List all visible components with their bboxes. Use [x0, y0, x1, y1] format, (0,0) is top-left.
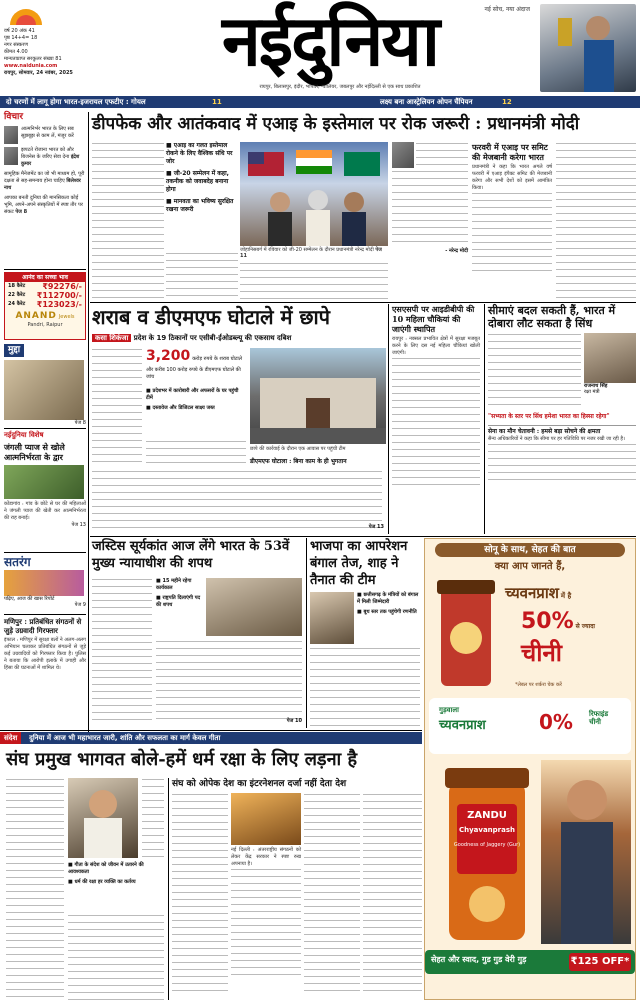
- ad-hai: में है: [560, 591, 572, 600]
- brand-city: Pandri, Raipur: [27, 322, 63, 329]
- interpol-paragraph: [172, 793, 228, 993]
- brand-sub: Jewels: [58, 314, 75, 320]
- satrang-sub: पढ़िए, आज की खास रिपोर्ट: [4, 596, 55, 602]
- duniya-bullet: ■ गीता के संदेश को जीवन में उतारने की आवश्यकता: [68, 862, 144, 875]
- farwari-box: [392, 142, 468, 300]
- topbar-left[interactable]: दो चरणों में लागू होगा भारत-इजरायल एफटीए : गोयल: [6, 98, 146, 106]
- author-photo: [4, 147, 18, 165]
- ad-gud-label: गुड़वाला: [439, 705, 459, 714]
- lead-photo: [240, 142, 388, 246]
- naxal-box: [388, 304, 480, 534]
- naxal-headline[interactable]: एसएसपी पर आइडीबीपी की 10 महिला चौकियां की जाएंगी स्थापित: [392, 304, 475, 334]
- interpol-headline[interactable]: संघ को ओपेक देश का इंटरनेशनल दर्जा नहीं देता देश: [172, 779, 347, 789]
- sharab-photo-caption: छापे की कार्रवाई के दौरान एक आवास पर पहुंची टीम: [250, 446, 346, 452]
- gold-label: आनंद का सच्चा भाव: [5, 273, 85, 282]
- justice-paragraph: [156, 640, 302, 724]
- masthead: [0, 0, 640, 96]
- ad-zandu-jar: [439, 764, 535, 944]
- sharab-bullets: [146, 388, 246, 438]
- justice-headline[interactable]: जस्टिस सूर्यकांत आज लेंगे भारत के 53वें मुख्य न्यायाधीश की शपथ: [92, 539, 290, 571]
- author-photo: [4, 126, 18, 144]
- sindh-name: राजनाथ सिंह: [584, 383, 608, 389]
- gold-row: [5, 282, 85, 291]
- lead-bullet: ■ जी-20 सम्मेलन में कहा, तकनीक को जवाबदेह बनाना होगा: [166, 170, 229, 193]
- satrang-page: पेज 9: [74, 602, 86, 609]
- tagline: नई सोच, नया अंदाज: [484, 6, 530, 13]
- vishesh-box: [4, 428, 86, 548]
- ad-tagline: [425, 950, 635, 974]
- sharab-subhead: [92, 332, 382, 344]
- interpol-paragraph: [363, 793, 422, 993]
- ad-jar-image: [433, 578, 499, 688]
- shah-photo: [310, 592, 354, 644]
- vichar-item: [4, 195, 86, 216]
- sindh-quote: "सभ्यता के स्तर पर सिंध हमेशा भारत का हिस्सा रहेगा": [488, 413, 610, 420]
- gold-row: [5, 300, 85, 309]
- vichar-text: झपटते रोजाना भारत को और बिजनेस के जरिए सेवा देना: [21, 147, 74, 161]
- gold-price: ₹92276/-: [42, 282, 82, 291]
- gold-rate-ad[interactable]: [4, 272, 86, 340]
- vichar-label: विचार: [4, 112, 24, 122]
- ad-jyada: से ज्यादा: [575, 622, 595, 630]
- meta-line: वर्ष 20 अंक 41: [4, 28, 35, 34]
- vishesh-headline[interactable]: जंगली प्याज से खोले आत्मनिर्भरता के द्वार: [4, 441, 65, 462]
- vichar-text: आपका बनती दुनिया की मानसिकता कोई भूमि, अपने-अपने संस्कृतियों में स्पष्ट तौर पर संकट: [4, 195, 83, 216]
- vichar-credit: पेज 8: [15, 209, 28, 216]
- sindh-headline[interactable]: सीमाएं बदल सकती हैं, भारत में दोबारा लौट सकता है सिंध: [488, 304, 616, 330]
- justice-paragraph: [92, 578, 152, 726]
- sindh-paragraph: [488, 443, 636, 483]
- horizontal-rule: [0, 730, 422, 731]
- ad-refined: [589, 710, 635, 728]
- gold-karat: 22 कैरेट: [8, 292, 26, 298]
- bhagwat-photo: [68, 778, 138, 858]
- lead-bullets: [166, 142, 238, 250]
- horizontal-rule: [90, 536, 636, 537]
- topbar-left-page: 11: [212, 98, 222, 106]
- ad-title: सोनू के साथ, सेहत की बात: [435, 543, 625, 557]
- amount-text: करोड़ रुपये के शराब घोटाले और करीब 100 करोड़ रुपये के डीएमएफ घोटाले की जांच: [146, 356, 243, 380]
- mudda-page: पेज 8: [74, 420, 86, 427]
- sindh-paragraph: [488, 333, 581, 411]
- vichar-box: [4, 112, 86, 270]
- ad-question: क्या आप जानते हैं,: [494, 561, 566, 572]
- lead-headline[interactable]: डीपफेक और आतंकवाद में एआइ के इस्तेमाल पर रोक जरूरी : प्रधानमंत्री मोदी: [92, 114, 580, 134]
- farwari-headline[interactable]: फरवरी में एआइ पर समिट की मेजबानी करेगा भारत: [472, 142, 548, 162]
- farwari-body: प्रधानमंत्री ने कहा कि भारत अगले वर्ष फरवरी में एआइ इंपैक्ट समिट की मेजबानी करेगा और सभी देशों को इसमें आमंत्रित किया।: [472, 164, 552, 191]
- editions-line: रायपुर, बिलासपुर, इंदौर, भोपाल, ग्वालियर, जबलपुर और नईदिल्ली से एक साथ प्रकाशित: [259, 84, 421, 90]
- sindh-box: [484, 304, 636, 534]
- modi-photo: [392, 142, 414, 168]
- vishesh-photo: [4, 465, 84, 499]
- justice-page: पेज 10: [286, 718, 302, 724]
- lead-bullet: ■ मानवता का भविष्य सुरक्षित रखना जरूरी: [166, 198, 234, 213]
- ad-pct: [521, 608, 631, 636]
- gold-price: ₹123023/-: [36, 300, 82, 309]
- vishesh-label: नईदुनिया विशेष: [4, 431, 44, 439]
- gold-karat: 24 कैरेट: [8, 301, 26, 307]
- sharab-bullet: ■ प्रदेशभर में कारोबारी और अफसरों के घर पहुंची टीमें: [146, 388, 239, 401]
- topbar: [0, 96, 640, 108]
- column-divider: [88, 112, 89, 732]
- interpol-paragraph: [231, 868, 301, 978]
- vichar-credit: इंद्रेश कुमार: [21, 154, 80, 168]
- ad-jaggery: Goodness of Jaggery (Gur): [453, 841, 521, 848]
- vichar-item: [4, 171, 86, 192]
- ad-gud-brand: च्यवनप्राश: [439, 717, 486, 733]
- naxal-paragraph: [392, 357, 480, 487]
- bjp-paragraph: [310, 647, 420, 737]
- manipur-body: इंफाल : मणिपुर में सुरक्षा बलों ने अलग-अलग अभियान चलाकर प्रतिबंधित संगठनों से जुड़े कई उग्रवादियों को गिरफ्तार किया है। पुलिस ने बताया कि आरोपी इलाके में उगाही और हिंसा की घटनाओं में शामिल थे।: [4, 637, 86, 671]
- mudda-photo: [4, 360, 84, 420]
- farwari-story: [472, 142, 636, 300]
- justice-bullet: ■ राष्ट्रपति दिलाएंगी पद की शपथ: [156, 595, 201, 608]
- right-paragraph: [556, 142, 636, 298]
- satrang-photo: [4, 570, 84, 596]
- sharab-bullet: ■ दस्तावेज और डिजिटल साक्ष्य जब्त: [146, 405, 215, 411]
- gold-brand: [5, 311, 85, 329]
- sharab-sub: प्रदेश के 19 ठिकानों पर एसीबी-ईओडब्ल्यू की एकसाथ दबिश: [133, 334, 292, 342]
- naxal-body: रायपुर : नक्सल प्रभावित क्षेत्रों में सुरक्षा मजबूत करने के लिए दस नई महिला चौकियां खोली जाएंगी।: [392, 336, 480, 356]
- ad-refined-1: रिफाइंड: [589, 709, 609, 718]
- duniya-paragraph: [142, 778, 164, 858]
- ad-price[interactable]: ₹125 OFF*: [569, 953, 631, 971]
- sandesh-bar: [0, 732, 422, 744]
- interpol-paragraph: [304, 793, 360, 993]
- justice-photo: [206, 578, 302, 636]
- mudda-box: [4, 344, 86, 427]
- gold-row: [5, 291, 85, 300]
- sharab-headline[interactable]: शराब व डीएमएफ घोटाले में छापे: [92, 305, 331, 329]
- lead-paragraph: [92, 142, 164, 298]
- sandesh-label: संदेश: [0, 732, 21, 744]
- vichar-credit: बिलेश्वर नाथ: [4, 178, 81, 192]
- interpol-box: [168, 778, 422, 1000]
- brand-name: ANAND: [15, 311, 57, 321]
- lead-paragraph: [166, 252, 238, 300]
- sharab-amount-box: [146, 348, 246, 386]
- duniya-headline[interactable]: संघ प्रमुख भागवत बोले-हमें धर्म रक्षा के लिए लड़ना है: [6, 749, 358, 770]
- wait-body: सैन्य अधिकारियों ने कहा कि सीमा पर हर गतिविधि पर नजर रखी जा रही है।: [488, 436, 625, 442]
- topbar-right[interactable]: लक्ष्य बना आस्ट्रेलियन ओपन चैंपियन: [380, 98, 473, 106]
- vichar-text: आत्मनिर्भर भारत के लिए सब सूझबूझ से काम लें, मंजूर करें: [21, 126, 74, 140]
- lead-caption: [240, 247, 388, 259]
- vishesh-page: पेज 13: [71, 521, 86, 528]
- meta-line: नगर संस्करण: [4, 42, 29, 48]
- mudda-label: मुद्दा: [4, 344, 24, 357]
- caption-page: पेज 11: [240, 247, 382, 259]
- duniya-kicker: दुनिया में आज भी महाभारत जारी, शांति और सफलता का मार्ग केवल गीता: [29, 734, 221, 742]
- sindh-title: रक्षा मंत्री: [584, 389, 600, 396]
- vishesh-body: कोंडागांव : गांव के छोटे से घर की महिलाओं ने जंगली प्याज की खेती कर आत्मनिर्भरता की राह बनाई।: [4, 500, 86, 521]
- sharab-paragraph: [92, 470, 382, 532]
- wait-headline[interactable]: सेना का मौन चेतावनी : हमसे बड़ा सोचने की क्षमता: [488, 425, 636, 436]
- bjp-box: [306, 538, 420, 728]
- meta-line: कीमत 4.00: [4, 49, 28, 55]
- manipur-headline[interactable]: मणिपुर : प्रतिबंधित संगठनों से जुड़े उग्रवादी गिरफ्तार: [4, 617, 82, 635]
- ad-brand-line: [505, 584, 631, 603]
- bjp-bullet: ■ बूथ स्तर तक पहुंचेगी रणनीति: [357, 609, 417, 615]
- ad-zero: 0%: [539, 709, 573, 734]
- justice-bullets: [156, 578, 202, 638]
- farwari-name: - नरेन्द्र मोदी: [445, 248, 468, 254]
- sharab-paragraph: [146, 440, 246, 468]
- dmf-subhead[interactable]: डीएमएफ घोटाला : बिना काम के ही भुगतान: [250, 458, 347, 465]
- gold-price: ₹112700/-: [36, 291, 82, 300]
- ad-cheeni: चीनी: [521, 638, 562, 667]
- rajnath-photo: [584, 333, 636, 383]
- satrang-box: [4, 552, 86, 610]
- justice-bullet: ■ 15 महीने रहेगा कार्यकाल: [156, 578, 192, 591]
- sharab-page: पेज 13: [368, 524, 384, 530]
- date-line: रायपुर, सोमवार, 24 नवंबर, 2025: [4, 70, 73, 76]
- athlete-photo: [540, 4, 636, 92]
- meta-line: मान्यताप्राप्त सरकुलर संख्या 81: [4, 56, 62, 62]
- ad-percent: 50%: [521, 608, 574, 634]
- duniya-paragraph: [6, 778, 64, 1000]
- website-link[interactable]: www.naidunia.com: [4, 63, 58, 69]
- ad-note: *लेबल पर शर्करा चेक करें: [515, 681, 562, 688]
- ad-product: Chyavanprash: [458, 825, 515, 834]
- lead-paragraph: [240, 262, 388, 300]
- sharab-paragraph: [92, 348, 142, 468]
- lead-body-1: [92, 142, 164, 300]
- logo: नईदुनिया: [221, 0, 439, 82]
- amount: 3,200: [146, 348, 191, 364]
- interpol-photo: [231, 793, 301, 845]
- farwari-paragraph: [472, 192, 552, 272]
- interpol-body: नई दिल्ली : अंतरराष्ट्रीय संगठनों को लेकर केंद्र सरकार ने स्पष्ट रुख अपनाया है।: [231, 847, 301, 867]
- satrang-label: सतरंग: [4, 555, 31, 569]
- ad-tag: सेहत और स्वाद, गुड गुड वेरी गुड़: [431, 954, 527, 964]
- gold-karat: 18 कैरेट: [8, 283, 26, 289]
- horizontal-rule: [90, 302, 636, 303]
- ad-sonu-photo: [541, 760, 631, 944]
- caption-text: जोहानिसबर्ग में रविवार को जी-20 सम्मेलन के दौरान प्रधानमंत्री नरेन्द्र मोदी: [240, 247, 374, 253]
- kasa-label: कसा शिकंजा: [92, 334, 131, 342]
- bjp-headline[interactable]: भाजपा का आपरेशन बंगाल तेज, शाह ने तैनात की टीम: [310, 539, 408, 588]
- duniya-paragraph: [68, 914, 164, 1000]
- lead-bullet: ■ एआइ का गलत इस्तेमाल रोकने के लिए वैश्विक संधि पर जोर: [166, 142, 233, 165]
- vichar-item: [4, 126, 86, 144]
- vichar-text: सामूहिक मैनेजमेंट का जो भी माध्यम हो, पूरी दक्षता से सह-समन्वय होना चाहिए: [4, 171, 85, 185]
- meta-line: पृष्ठ 14+4= 18: [4, 35, 38, 41]
- manipur-box: [4, 614, 86, 728]
- ad-refined-2: चीनी: [589, 718, 601, 727]
- ad-chyawan: च्यवनप्राश: [505, 583, 559, 602]
- sun-logo-icon: [8, 8, 44, 26]
- masthead-meta: [4, 28, 134, 88]
- duniya-bullet: ■ धर्म की रक्षा हर व्यक्ति का कर्तव्य: [68, 879, 136, 885]
- sharab-photo: [250, 348, 386, 444]
- bjp-bullet: ■ छत्तीसगढ़ के मंत्रियों को बंगाल में मिली जिम्मेदारी: [357, 592, 419, 605]
- lead-paragraph: [392, 170, 468, 248]
- topbar-right-page: 12: [502, 98, 512, 106]
- vichar-item: [4, 147, 86, 168]
- ad-zandu: ZANDU: [467, 809, 507, 821]
- quote-text: [416, 142, 468, 168]
- chyawanprash-ad[interactable]: [424, 538, 636, 1000]
- duniya-bullets: [68, 862, 164, 912]
